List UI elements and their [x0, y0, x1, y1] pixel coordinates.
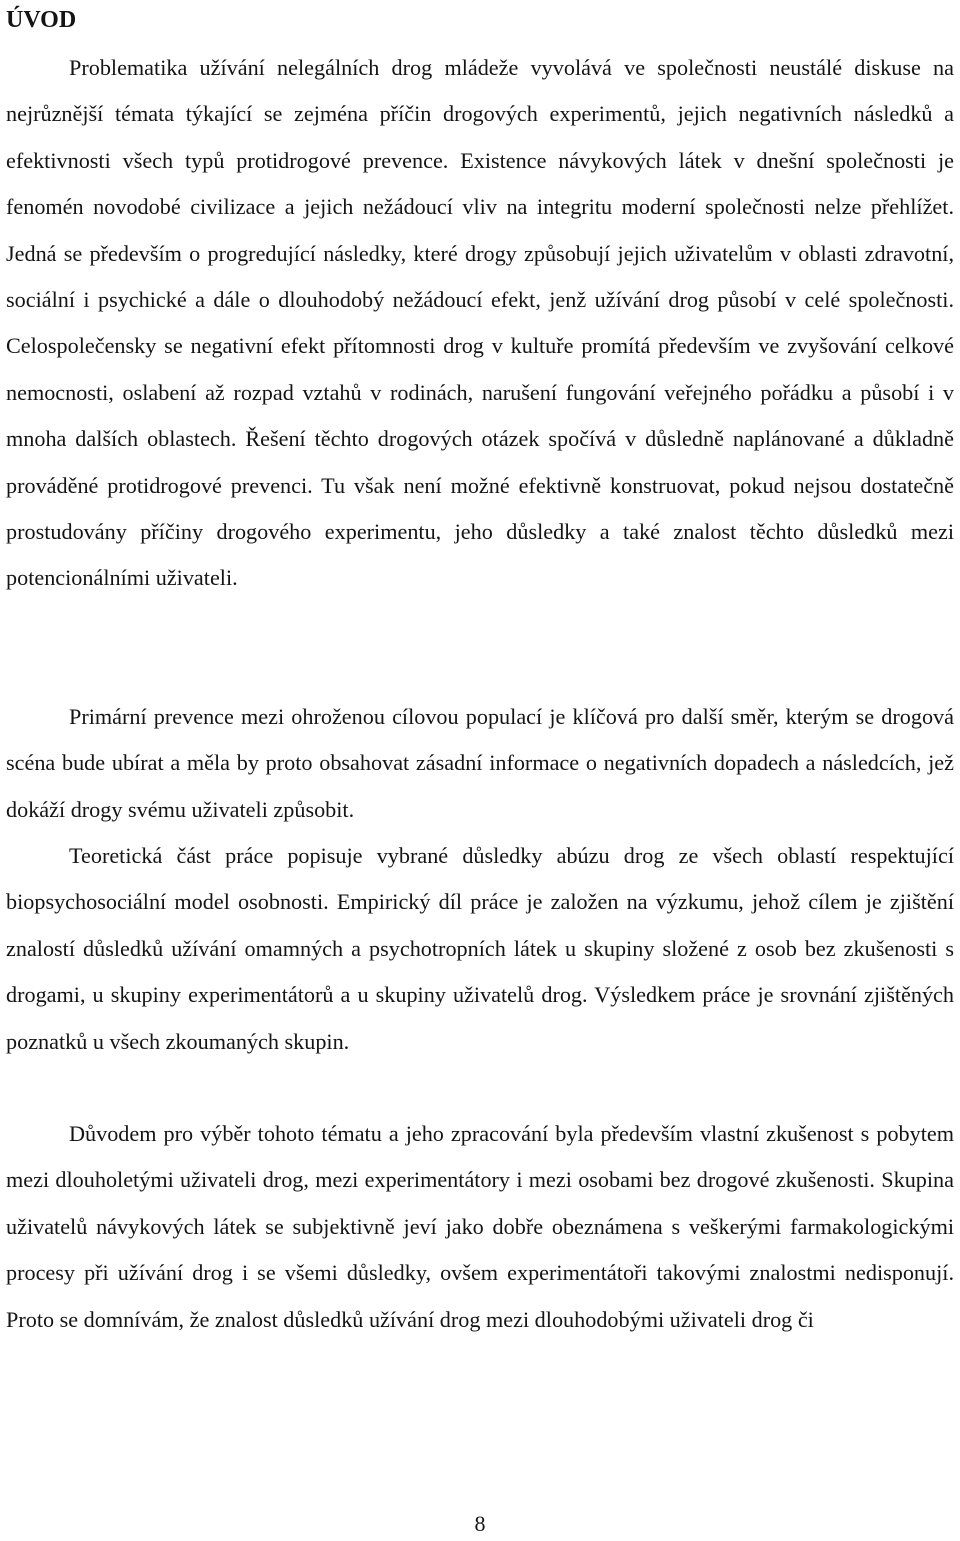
paragraph-primary-prevention: Primární prevence mezi ohroženou cílovou populací je klíčová pro další směr, kterým se drogová scéna bude ubírat a měla by proto obsahovat zásadní informace o negativních dopadech a následcích, jež dokáží drogy svému uživateli způsobit.: [6, 704, 954, 822]
paragraph-intro: Problematika užívání nelegálních drog mládeže vyvolává ve společnosti neustálé diskuse na nejrůznější témata týkající se zejména příčin drogových experimentů, jejich negativních následků a efektivnosti všech typů protidrogové prevence. Existence návykových látek v dnešní společnosti je fenomén novodobé civilizace a jejich nežádoucí vliv na integritu moderní společnosti nelze přehlížet. Jedná se především o progredující následky, které drogy způsobují jejich uživatelům v oblasti zdravotní, sociální i psychické a dále o dlouhodobý nežádoucí efekt, jenž užívání drog působí v celé společnosti. Celospolečensky se negativní efekt přítomnosti drog v kultuře promítá především ve zvyšování celkové nemocnosti, oslabení až rozpad vztahů v rodinách, narušení fungování veřejného pořádku a působí i v mnoha dalších oblastech. Řešení těchto drogových otázek spočívá v důsledně naplánované a důkladně prováděné protidrogové prevenci. Tu však není možné efektivně konstruovat, pokud nejsou dostatečně prostudovány příčiny drogového experimentu, jeho důsledky a také znalost těchto důsledků mezi potencionálními uživateli.: [6, 55, 954, 591]
page-number: 8: [474, 1511, 486, 1536]
section-heading: ÚVOD: [6, 7, 77, 33]
paragraph-thesis-structure: Teoretická část práce popisuje vybrané důsledky abúzu drog ze všech oblastí respektující biopsychosociální model osobnosti. Empirický díl práce je založen na výzkumu, jehož cílem je zjištění znalostí důsledků užívání omamných a psychotropních látek u skupiny složené z osob bez zkušenosti s drogami, u skupiny experimentátorů a u skupiny uživatelů drog. Výsledkem práce je srovnání zjištěných poznatků u všech zkoumaných skupin.: [6, 843, 954, 1054]
paragraph-motivation: Důvodem pro výběr tohoto tématu a jeho zpracování byla především vlastní zkušenost s pobytem mezi dlouholetými uživateli drog, mezi experimentátory i mezi osobami bez drogové zkušenosti. Skupina uživatelů návykových látek se subjektivně jeví jako dobře obeznámena s veškerými farmakologickými procesy při užívání drog i se všemi důsledky, ovšem experimentátoři takovými znalostmi nedisponují. Proto se domnívám, že znalost důsledků užívání drog mezi dlouhodobými uživateli drog či: [6, 1121, 954, 1332]
